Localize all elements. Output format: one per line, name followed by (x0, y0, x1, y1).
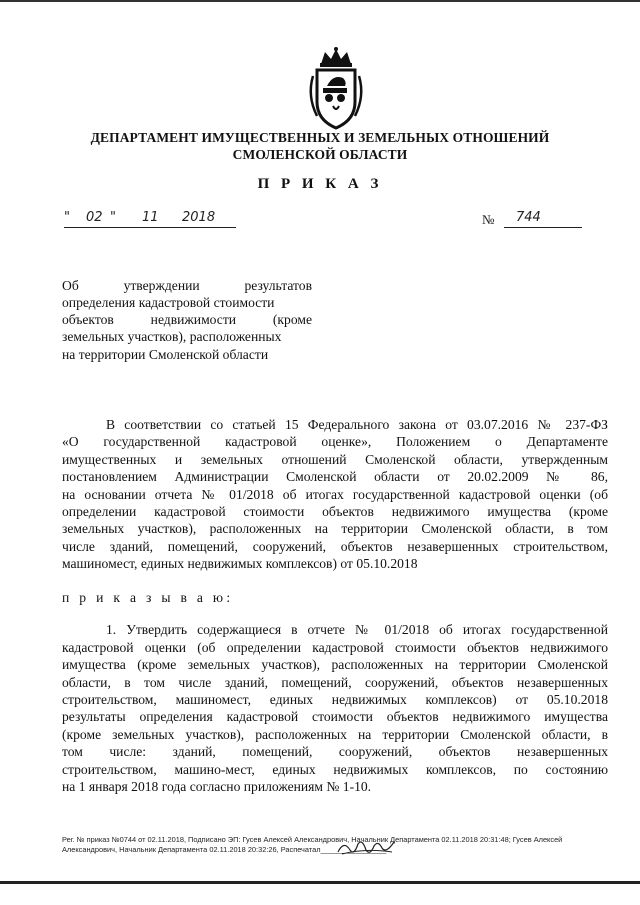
clause-line: имущества (кроме земельных участков), расположенных на территории Смоленской (62, 657, 608, 672)
preamble-line: определении кадастровой стоимости объектов недвижимого имущества (кроме (62, 504, 608, 519)
preamble-line: машиномест, единых недвижимых комплексов) от 05.10.2018 (62, 556, 418, 571)
preamble-line: имущественных и земельных отношений Смоленской области, утвержденным (62, 452, 608, 467)
clause-line: кадастровой оценки (об определении кадастровой стоимости объектов недвижимого (62, 640, 608, 655)
subject-line: земельных участков), расположенных (62, 329, 282, 344)
date-year: 2018 (182, 210, 216, 225)
coat-of-arms-icon (303, 46, 369, 132)
number-underline (504, 227, 582, 228)
department-name-line2: СМОЛЕНСКОЙ ОБЛАСТИ (232, 147, 408, 162)
clause-line: (кроме земельных участков), расположенных на территории Смоленской области, в (62, 727, 608, 742)
preamble-line: «О государственной кадастровой оценке», Положением о Департаменте (62, 434, 608, 449)
document-type-title: П Р И К А З (257, 176, 383, 192)
clause-line: строительством, машино-мест, единых недвижимых комплексов, по состоянию (62, 762, 608, 777)
footer-line: Александрович, Начальник Департамента 02.11.2018 20:32:26, Распечатал________________ (62, 845, 387, 854)
subject-line: Об утверждении результатов (62, 278, 312, 293)
preamble-line: В соответствии со статьей 15 Федерального закона от 03.07.2016 № 237-ФЗ (106, 417, 608, 432)
clause-line: области, в том числе зданий, помещений, сооружений, объектов незавершенных (62, 675, 608, 690)
number-label: № (482, 212, 495, 227)
number-value: 744 (516, 210, 541, 225)
clause-line: том числе: зданий, помещений, сооружений, объектов незавершенных (62, 744, 608, 759)
order-directive-word: п р и к а з ы в а ю: (62, 590, 234, 605)
subject-line: определения кадастровой стоимости (62, 295, 275, 310)
preamble-line: числе зданий, помещений, сооружений, объектов незавершенных строительством, (62, 539, 608, 554)
scan-top-edge (0, 0, 640, 2)
order-date (64, 210, 236, 230)
clause-line: на 1 января 2018 года согласно приложениям № 1-10. (62, 779, 372, 794)
subject-line: объектов недвижимости (кроме (62, 312, 312, 327)
subject-line: на территории Смоленской области (62, 347, 269, 362)
handwritten-signature-icon (336, 836, 396, 858)
date-month: 11 (142, 210, 159, 225)
preamble-line: земельных участков), расположенных на территории Смоленской области, в том (62, 521, 608, 536)
clause-line: строительством, машиномест, единых недвижимых комплексов) от 05.10.2018 (62, 692, 608, 707)
order-number (482, 210, 582, 230)
scan-bottom-edge (0, 881, 640, 884)
preamble-line: постановлением Администрации Смоленской области от 20.02.2009 № 86, (62, 469, 608, 484)
date-open-quote: " (64, 210, 70, 225)
department-name-line1: ДЕПАРТАМЕНТ ИМУЩЕСТВЕННЫХ И ЗЕМЕЛЬНЫХ ОТНОШЕНИЙ (90, 130, 550, 145)
date-underline (64, 227, 236, 228)
date-close-quote: " (110, 210, 116, 225)
preamble-line: на основании отчета № 01/2018 об итогах государственной кадастровой оценки (об (62, 487, 608, 502)
date-day: 02 (86, 210, 103, 225)
footer-line: Рег. № приказ №0744 от 02.11.2018, Подписано ЭП: Гусев Алексей Александрович, Начальник Департамента 02.11.2018 20:31:48; Гусев Алексей (62, 835, 563, 844)
clause-line: результаты определения кадастровой стоимости объектов недвижимого имущества (62, 709, 608, 724)
clause-line: 1. Утвердить содержащиеся в отчете № 01/2018 об итогах государственной (106, 622, 608, 637)
